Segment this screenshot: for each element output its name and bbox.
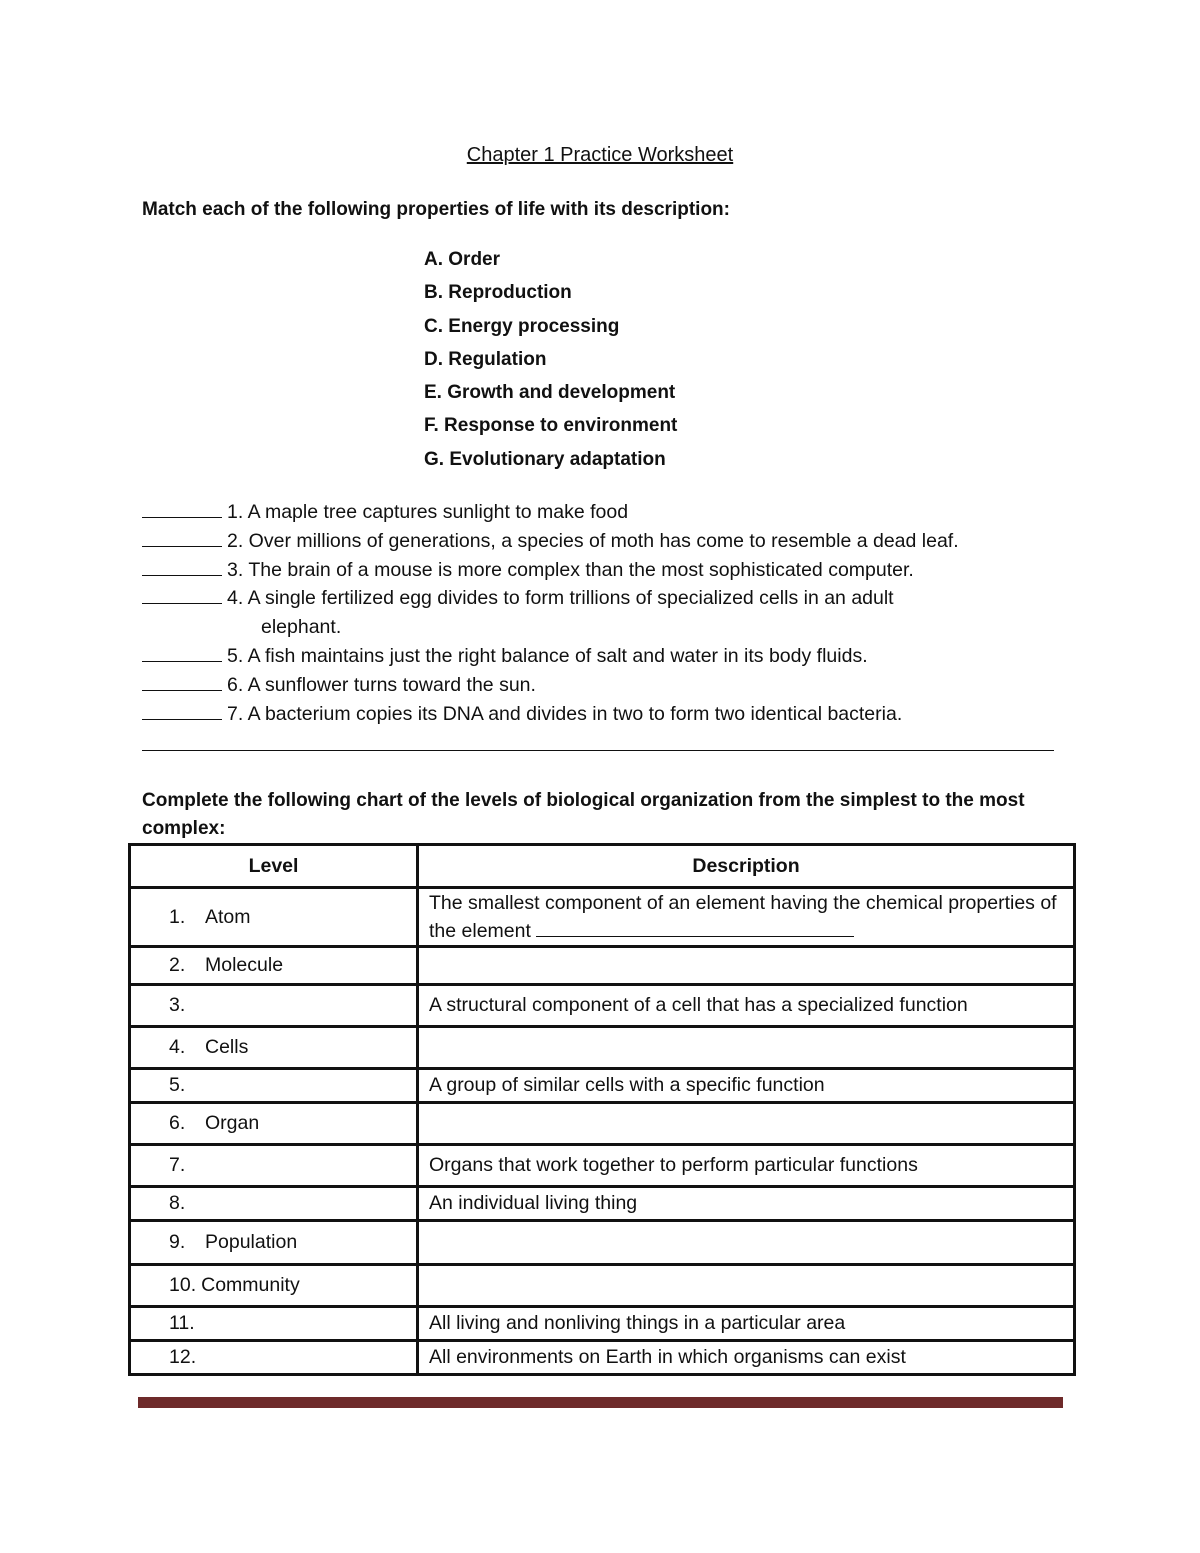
description-cell: An individual living thing — [418, 1187, 1075, 1221]
chart-row — [130, 1221, 1075, 1265]
property-item: B. Reproduction — [424, 282, 572, 304]
matching-question — [142, 700, 1062, 729]
level-name: Organ — [205, 1112, 260, 1134]
level-cell[interactable] — [130, 1145, 418, 1187]
level-cell[interactable] — [130, 1187, 418, 1221]
property-item: C. Energy processing — [424, 315, 620, 337]
chart-row — [130, 1027, 1075, 1069]
matching-instruction: Match each of the following properties of life with its description: — [142, 199, 730, 220]
answer-blank[interactable] — [536, 918, 854, 937]
property-item: G. Evolutionary adaptation — [424, 448, 666, 470]
question-text: 6. A sunflower turns toward the sun. — [227, 673, 536, 696]
properties-list — [424, 246, 677, 479]
answer-blank[interactable] — [142, 643, 222, 662]
chart-row — [130, 1307, 1075, 1341]
chart-row — [130, 1265, 1075, 1307]
answer-blank[interactable] — [142, 499, 222, 518]
matching-question — [142, 584, 1062, 613]
level-cell — [130, 1027, 418, 1069]
question-text: 5. A fish maintains just the right balance of salt and water in its body fluids. — [227, 644, 868, 667]
description-cell: Organs that work together to perform particular functions — [418, 1145, 1075, 1187]
description-cell[interactable] — [418, 1265, 1075, 1307]
description-cell: All living and nonliving things in a particular area — [418, 1307, 1075, 1341]
question-text: 7. A bacterium copies its DNA and divides in two to form two identical bacteria. — [227, 702, 903, 725]
chart-row — [130, 888, 1075, 947]
level-number: 4. — [169, 1036, 186, 1058]
description-cell — [418, 888, 1075, 947]
description-cell[interactable] — [418, 1221, 1075, 1265]
level-number: 8. — [169, 1192, 186, 1214]
level-number: 5. — [169, 1074, 186, 1096]
chart-row — [130, 1187, 1075, 1221]
description-text: The smallest component of an element having the chemical properties of the element — [429, 892, 1057, 942]
property-item: E. Growth and development — [424, 382, 676, 404]
level-number: 2. — [169, 954, 186, 976]
level-cell — [130, 947, 418, 985]
description-cell: All environments on Earth in which organisms can exist — [418, 1341, 1075, 1375]
question-continuation: elephant. — [261, 616, 342, 639]
description-cell: A structural component of a cell that has a specialized function — [418, 985, 1075, 1027]
answer-blank[interactable] — [142, 672, 222, 691]
property-item: D. Regulation — [424, 348, 547, 370]
question-text: 2. Over millions of generations, a species of moth has come to resemble a dead leaf. — [227, 529, 959, 552]
level-cell — [130, 1103, 418, 1145]
worksheet-title: Chapter 1 Practice Worksheet — [466, 144, 734, 166]
level-number: 6. — [169, 1112, 186, 1134]
level-cell[interactable] — [130, 1307, 418, 1341]
level-name: Cells — [205, 1036, 249, 1058]
answer-blank[interactable] — [142, 528, 222, 547]
level-name: Community — [201, 1274, 300, 1296]
property-item: A. Order — [424, 249, 501, 270]
level-number: 12. — [169, 1346, 197, 1368]
chart-row — [130, 947, 1075, 985]
property-item: F. Response to environment — [424, 415, 678, 437]
level-cell[interactable] — [130, 1341, 418, 1375]
matching-question — [142, 642, 1062, 671]
chart-header-row — [130, 845, 1075, 888]
chart-row — [130, 1069, 1075, 1103]
question-text: 1. A maple tree captures sunlight to make food — [227, 501, 629, 523]
description-cell[interactable] — [418, 947, 1075, 985]
level-number: 11. — [169, 1312, 195, 1334]
level-number: 10. — [169, 1274, 197, 1296]
level-name: Atom — [205, 905, 251, 928]
level-number: 3. — [169, 994, 186, 1016]
level-cell[interactable] — [130, 1069, 418, 1103]
description-cell: A group of similar cells with a specific function — [418, 1069, 1075, 1103]
level-cell — [130, 888, 418, 947]
chart-row — [130, 985, 1075, 1027]
level-number: 7. — [169, 1154, 186, 1176]
matching-question — [142, 556, 1062, 585]
level-number: 9. — [169, 1231, 186, 1253]
matching-question — [142, 527, 1062, 556]
level-name: Population — [205, 1231, 298, 1253]
level-name: Molecule — [205, 954, 284, 976]
chart-row — [130, 1145, 1075, 1187]
header-level: Level — [130, 845, 418, 888]
chart-row — [130, 1103, 1075, 1145]
level-cell[interactable] — [130, 985, 418, 1027]
organization-chart — [128, 843, 1076, 1376]
matching-questions — [142, 498, 1062, 728]
footer-bar — [138, 1397, 1063, 1408]
section-divider — [142, 750, 1054, 751]
answer-blank[interactable] — [142, 557, 222, 576]
question-text: 4. A single fertilized egg divides to form trillions of specialized cells in an adult — [227, 587, 894, 610]
chart-instruction: Complete the following chart of the levels of biological organization from the simplest to the most complex: — [142, 790, 1025, 839]
description-cell[interactable] — [418, 1027, 1075, 1069]
level-cell — [130, 1221, 418, 1265]
description-cell[interactable] — [418, 1103, 1075, 1145]
level-cell — [130, 1265, 418, 1307]
chart-row — [130, 1341, 1075, 1375]
question-text: 3. The brain of a mouse is more complex than the most sophisticated computer. — [227, 558, 914, 581]
answer-blank[interactable] — [142, 701, 222, 720]
level-number: 1. — [169, 905, 186, 928]
matching-question — [142, 671, 1062, 700]
matching-question — [142, 498, 1062, 527]
answer-blank[interactable] — [142, 585, 222, 604]
header-description: Description — [418, 845, 1075, 888]
